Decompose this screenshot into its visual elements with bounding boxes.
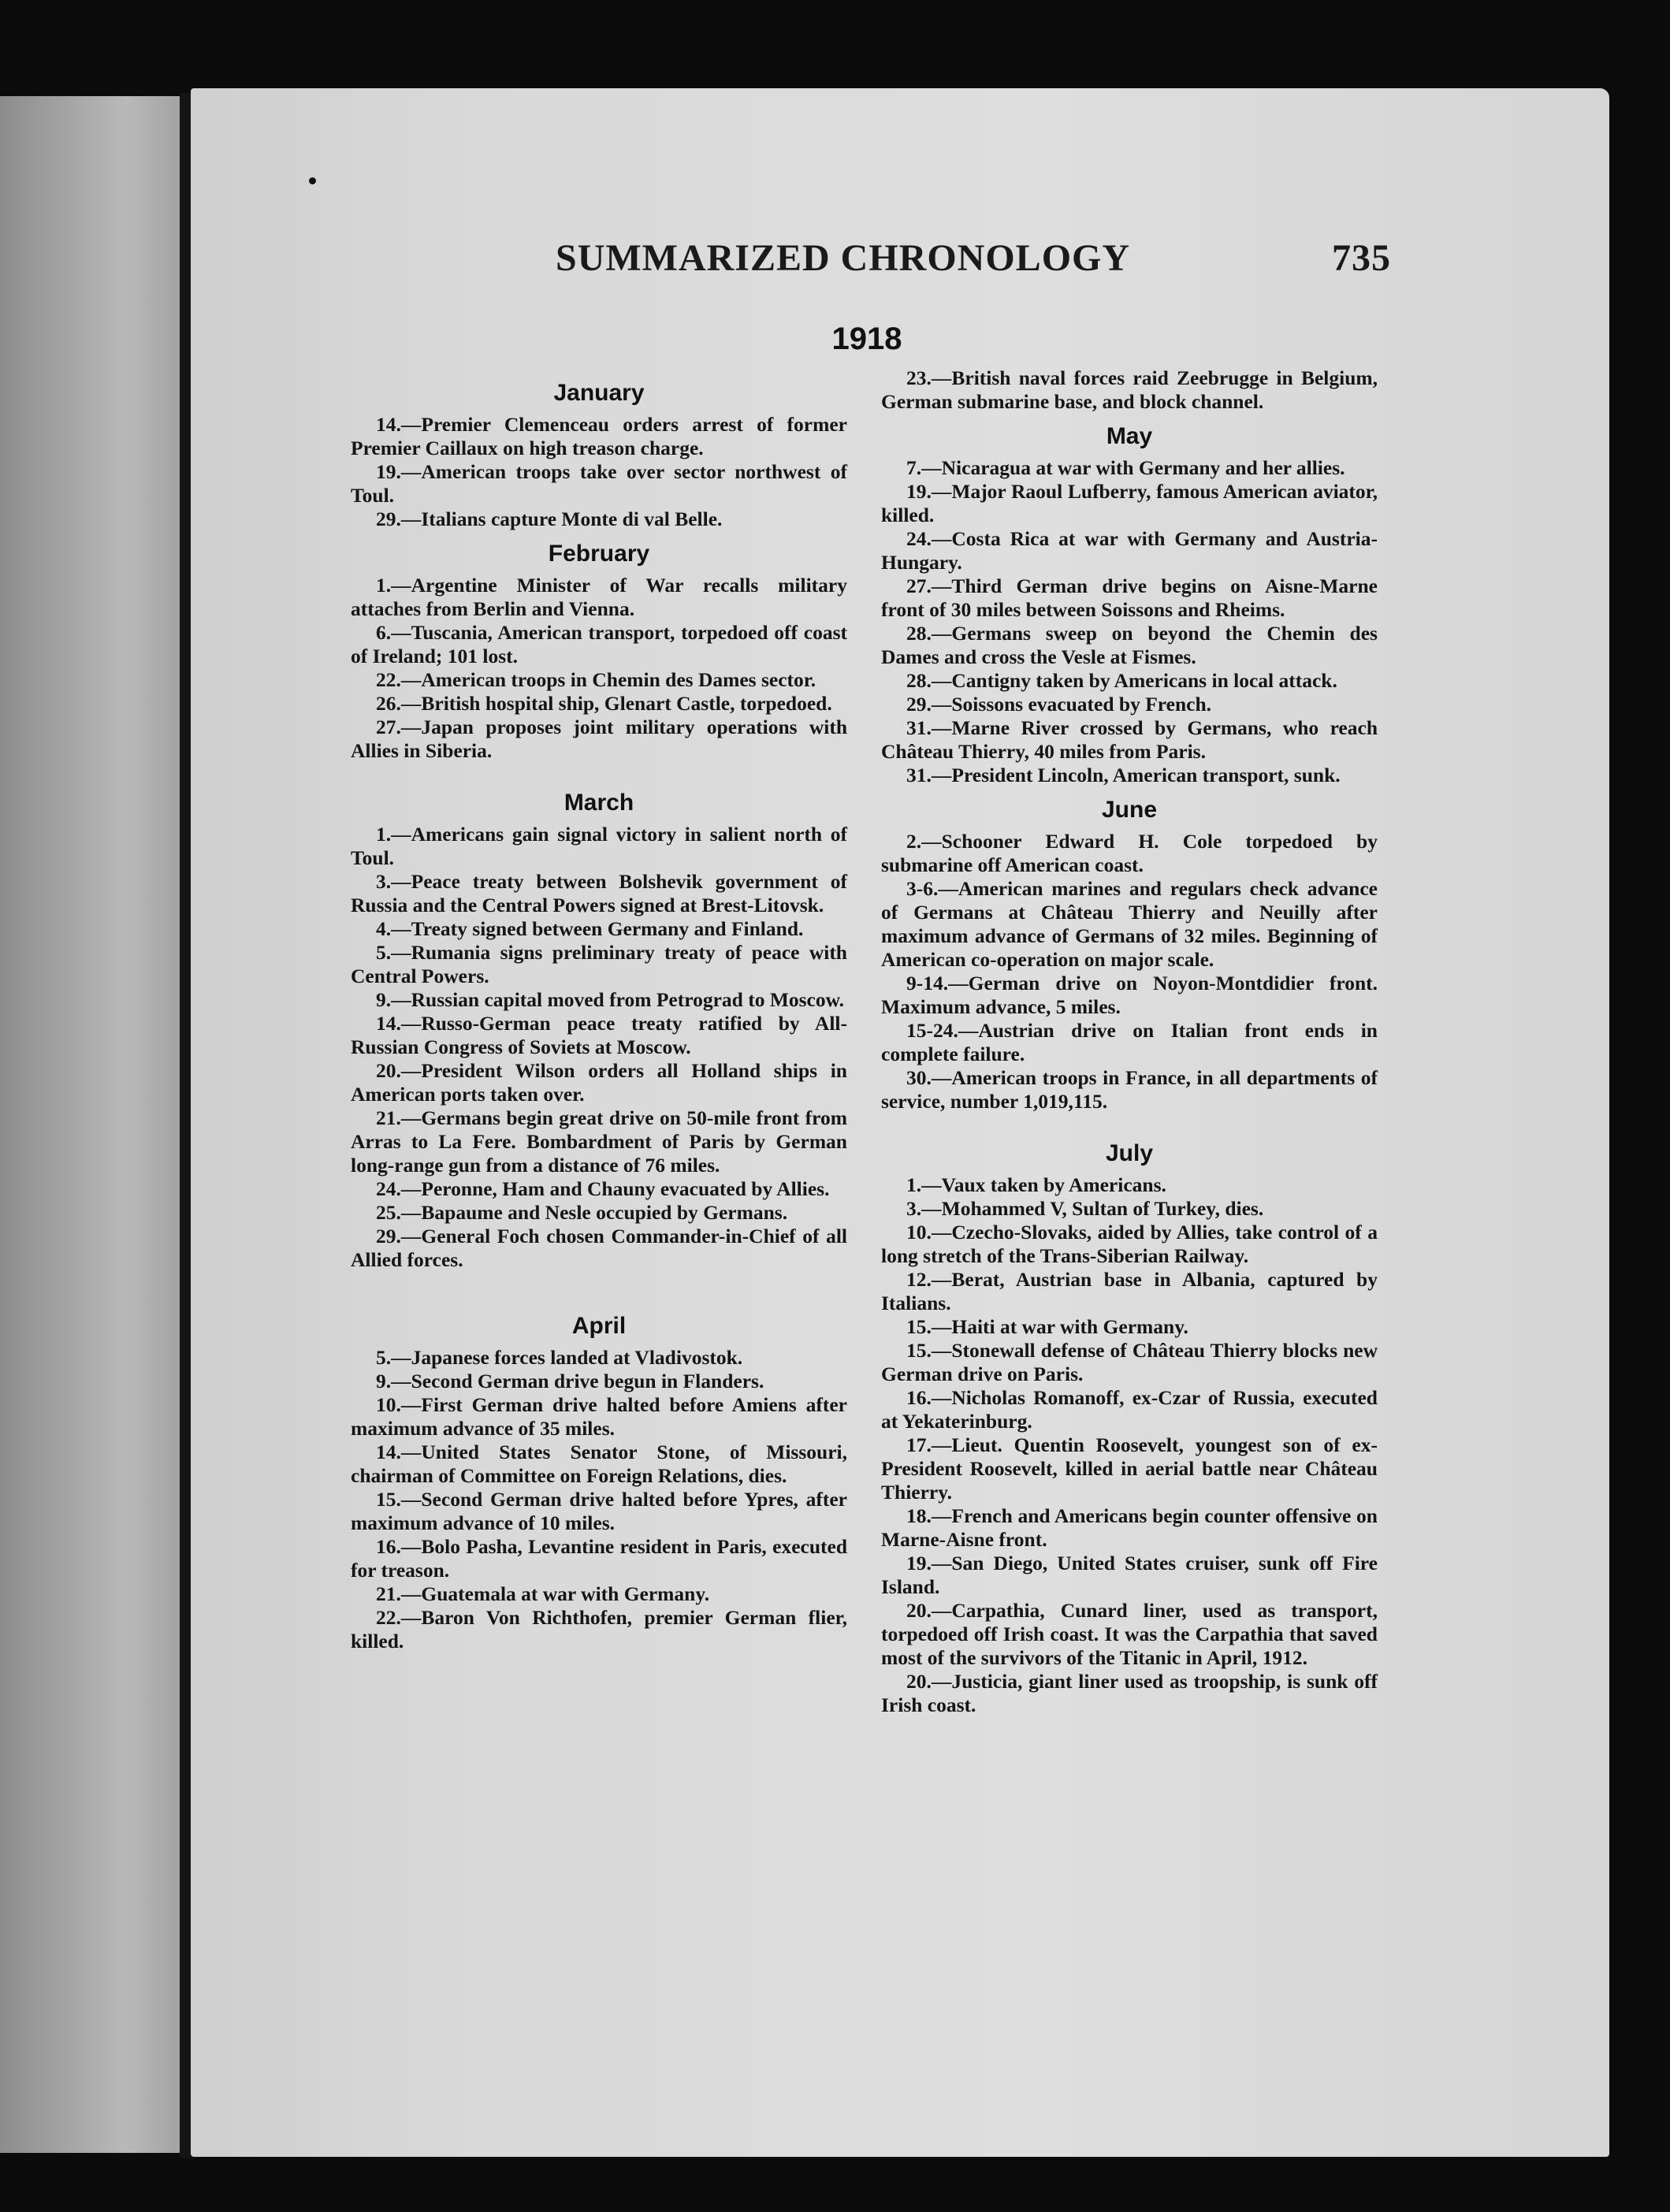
chronology-entry: 29.—Soissons evacuated by French. [906,693,1212,716]
chronology-entry: 28.—Cantigny taken by Americans in local attack. [906,669,1337,692]
chronology-entry: 5.—Japanese forces landed at Vladivostok. [376,1346,743,1369]
chronology-entry: 14.—United States Senator Stone, of Missouri, chairman of Committee on Foreign Relations, dies. [351,1441,847,1487]
book-spine [180,93,191,2158]
month-heading-january: January [553,380,645,406]
previous-page-edge [0,96,180,2153]
chronology-entry: 26.—British hospital ship, Glenart Castle, torpedoed. [376,692,832,715]
page-number: 735 [1332,237,1391,279]
chronology-entry: 3-6.—American marines and regulars check advance of Germans at Château Thierry and Neuilly after maximum advance of Germans of 32 miles. Beginning of American co-operation on major scale. [881,877,1378,971]
month-heading-may: May [1106,423,1153,449]
chronology-entry: 23.—British naval forces raid Zeebrugge in Belgium, German submarine base, and block channel. [881,366,1378,413]
chronology-entry: 27.—Japan proposes joint military operations with Allies in Siberia. [351,716,847,762]
chronology-entry: 21.—Germans begin great drive on 50-mile front from Arras to La Fere. Bombardment of Paris by German long-range gun from a distance of 76 miles. [351,1106,847,1177]
chronology-entry: 3.—Mohammed V, Sultan of Turkey, dies. [906,1197,1264,1220]
ink-speck [309,177,316,184]
chronology-entry: 20.—President Wilson orders all Holland ships in American ports taken over. [351,1059,847,1106]
chronology-entry: 31.—President Lincoln, American transport, sunk. [906,764,1341,786]
chronology-entry: 24.—Costa Rica at war with Germany and Austria-Hungary. [881,527,1378,574]
chronology-entry: 17.—Lieut. Quentin Roosevelt, youngest son of ex-President Roosevelt, killed in aerial battle near Château Thierry. [881,1433,1378,1504]
running-title: SUMMARIZED CHRONOLOGY [556,237,1131,279]
chronology-entry: 18.—French and Americans begin counter offensive on Marne-Aisne front. [881,1504,1378,1551]
chronology-entry: 29.—General Foch chosen Commander-in-Chief of all Allied forces. [351,1225,847,1271]
chronology-entry: 24.—Peronne, Ham and Chauny evacuated by Allies. [376,1177,830,1200]
chronology-entry: 1.—Argentine Minister of War recalls military attaches from Berlin and Vienna. [351,574,847,620]
chronology-entry: 14.—Premier Clemenceau orders arrest of former Premier Caillaux on high treason charge. [351,413,847,459]
chronology-entry: 3.—Peace treaty between Bolshevik government of Russia and the Central Powers signed at Brest-Litovsk. [351,870,847,916]
chronology-entry: 4.—Treaty signed between Germany and Finland. [376,917,804,940]
right-column [881,366,1378,1717]
year-heading: 1918 [831,322,902,356]
chronology-entry: 27.—Third German drive begins on Aisne-Marne front of 30 miles between Soissons and Rheims. [881,574,1378,621]
chronology-entry: 22.—Baron Von Richthofen, premier German flier, killed. [351,1606,847,1652]
chronology-entry: 20.—Carpathia, Cunard liner, used as transport, torpedoed off Irish coast. It was the Carpathia that saved most of the survivors of the Titanic in April, 1912. [881,1599,1378,1669]
chronology-entry: 9.—Second German drive begun in Flanders. [376,1370,764,1392]
chronology-entry: 9-14.—German drive on Noyon-Montdidier front. Maximum advance, 5 miles. [881,972,1378,1018]
month-heading-july: July [1105,1140,1154,1166]
chronology-entry: 16.—Nicholas Romanoff, ex-Czar of Russia, executed at Yekaterinburg. [881,1386,1378,1433]
chronology-entry: 29.—Italians capture Monte di val Belle. [376,507,723,530]
chronology-entry: 22.—American troops in Chemin des Dames sector. [376,668,816,691]
chronology-entry: 19.—American troops take over sector northwest of Toul. [351,460,847,507]
chronology-entry: 16.—Bolo Pasha, Levantine resident in Paris, executed for treason. [351,1535,847,1582]
chronology-entry: 15-24.—Austrian drive on Italian front ends in complete failure. [881,1019,1378,1065]
month-heading-february: February [548,541,650,567]
chronology-entry: 6.—Tuscania, American transport, torpedoed off coast of Ireland; 101 lost. [351,621,847,667]
chronology-entry: 1.—Americans gain signal victory in salient north of Toul. [351,823,847,869]
chronology-entry: 14.—Russo-German peace treaty ratified by All-Russian Congress of Soviets at Moscow. [351,1012,847,1058]
chronology-entry: 5.—Rumania signs preliminary treaty of peace with Central Powers. [351,941,847,987]
chronology-entry: 1.—Vaux taken by Americans. [906,1173,1166,1196]
chronology-entry: 19.—Major Raoul Lufberry, famous American aviator, killed. [881,480,1378,526]
chronology-entry: 31.—Marne River crossed by Germans, who reach Château Thierry, 40 miles from Paris. [881,716,1378,763]
chronology-entry: 2.—Schooner Edward H. Cole torpedoed by submarine off American coast. [881,830,1378,876]
chronology-entry: 15.—Second German drive halted before Ypres, after maximum advance of 10 miles. [351,1488,847,1534]
chronology-entry: 25.—Bapaume and Nesle occupied by Germans. [376,1201,788,1224]
left-column [351,370,847,1653]
chronology-entry: 10.—Czecho-Slovaks, aided by Allies, take control of a long stretch of the Trans-Siberian Railway. [881,1221,1378,1267]
chronology-entry: 10.—First German drive halted before Amiens after maximum advance of 35 miles. [351,1393,847,1440]
chronology-entry: 12.—Berat, Austrian base in Albania, captured by Italians. [881,1268,1378,1314]
month-heading-june: June [1101,797,1158,823]
chronology-entry: 15.—Haiti at war with Germany. [906,1315,1188,1338]
chronology-entry: 19.—San Diego, United States cruiser, sunk off Fire Island. [881,1552,1378,1598]
month-heading-march: March [563,790,634,816]
chronology-entry: 7.—Nicaragua at war with Germany and her allies. [906,456,1345,479]
chronology-entry: 28.—Germans sweep on beyond the Chemin des Dames and cross the Vesle at Fismes. [881,622,1378,668]
chronology-entry: 20.—Justicia, giant liner used as troopship, is sunk off Irish coast. [881,1670,1378,1716]
chronology-entry: 30.—American troops in France, in all departments of service, number 1,019,115. [881,1066,1378,1113]
chronology-entry: 9.—Russian capital moved from Petrograd to Moscow. [376,988,845,1011]
chronology-entry: 15.—Stonewall defense of Château Thierry blocks new German drive on Paris. [881,1339,1378,1385]
month-heading-april: April [571,1313,627,1339]
chronology-entry: 21.—Guatemala at war with Germany. [376,1582,710,1605]
